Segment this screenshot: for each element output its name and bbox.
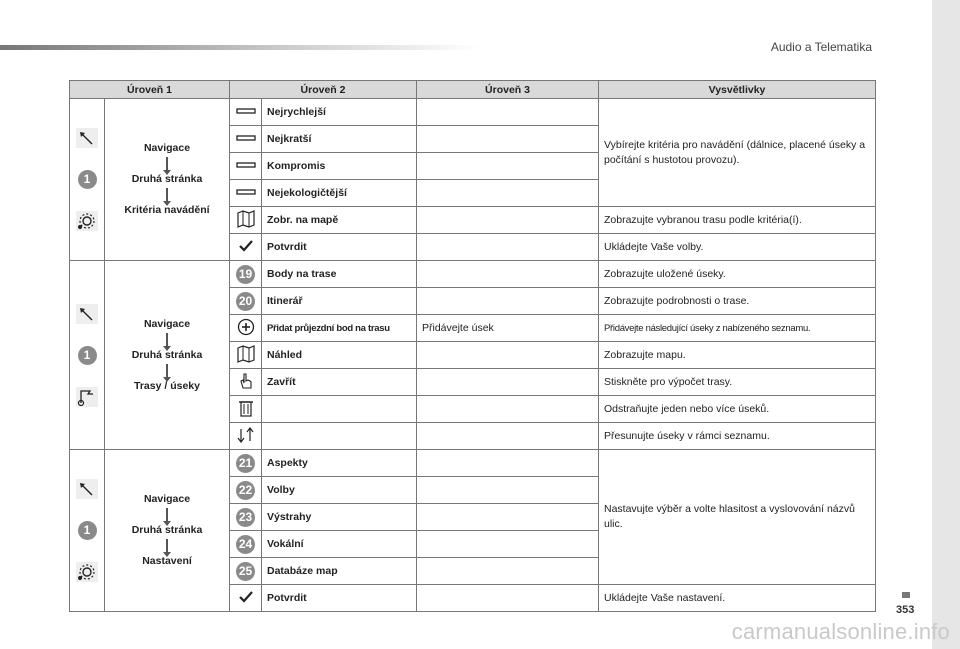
option-icon-cell — [230, 450, 262, 477]
page-number: 353 — [896, 604, 915, 616]
option-icon-cell — [230, 180, 262, 207]
option-icon-cell — [230, 369, 262, 396]
number-badge: 23 — [236, 508, 255, 527]
level3-label — [417, 180, 599, 207]
level2-label: Nejekologičtější — [262, 180, 417, 207]
menu-level-badge: 1 — [78, 521, 97, 540]
option-icon-cell — [230, 477, 262, 504]
option-icon-cell — [230, 288, 262, 315]
number-badge: 21 — [236, 454, 255, 473]
level3-label — [417, 585, 599, 612]
level1-label: Trasy / úseky — [134, 379, 200, 392]
level3-label — [417, 504, 599, 531]
option-icon-cell — [230, 396, 262, 423]
header-level3: Úroveň 3 — [417, 81, 599, 99]
level3-label — [417, 126, 599, 153]
down-arrow-icon — [166, 508, 168, 522]
number-badge: 19 — [236, 265, 255, 284]
level1-path — [105, 99, 230, 261]
level3-label — [417, 558, 599, 585]
number-badge: 22 — [236, 481, 255, 500]
description: Zobrazujte vybranou trasu podle kritéria(í). — [599, 207, 876, 234]
table-header-row — [70, 81, 876, 99]
option-icon-cell — [230, 234, 262, 261]
level2-label: Itinerář — [262, 288, 417, 315]
level1-path — [105, 450, 230, 612]
option-icon-cell — [230, 261, 262, 288]
level3-label: Přidávejte úsek — [417, 315, 599, 342]
road-icon — [236, 102, 256, 120]
level3-label — [417, 477, 599, 504]
option-icon-cell — [230, 315, 262, 342]
criteria-gear-icon — [76, 211, 98, 231]
description: Ukládejte Vaše nastavení. — [599, 585, 876, 612]
level2-label: Vokální — [262, 531, 417, 558]
header-level2: Úroveň 2 — [230, 81, 417, 99]
level3-label — [417, 153, 599, 180]
level3-label — [417, 396, 599, 423]
description: Přidávejte následující úseky z nabízeného seznamu. — [599, 315, 876, 342]
description: Nastavujte výběr a volte hlasitost a vyslovování názvů ulic. — [599, 450, 876, 585]
level2-label: Zavřít — [262, 369, 417, 396]
table-row — [70, 261, 876, 288]
option-icon-cell — [230, 207, 262, 234]
navigation-icon — [76, 304, 98, 324]
level1-icons — [70, 450, 105, 612]
option-icon-cell — [230, 342, 262, 369]
down-arrow-icon — [166, 364, 168, 378]
level1-icons — [70, 99, 105, 261]
level1-label: Druhá stránka — [131, 173, 203, 185]
option-icon-cell — [230, 99, 262, 126]
level2-label: Potvrdit — [262, 585, 417, 612]
side-strip — [932, 0, 960, 649]
level2-label: Potvrdit — [262, 234, 417, 261]
trash-icon — [236, 399, 256, 417]
level1-path — [105, 261, 230, 450]
level1-label: Navigace — [143, 142, 191, 154]
map-icon — [236, 210, 256, 228]
level1-label: Druhá stránka — [131, 524, 203, 536]
description: Stiskněte pro výpočet trasy. — [599, 369, 876, 396]
level2-label: Databáze map — [262, 558, 417, 585]
navigation-icon — [76, 479, 98, 499]
map-icon — [236, 345, 256, 363]
header-bar — [0, 45, 480, 50]
level3-label — [417, 369, 599, 396]
option-icon-cell — [230, 558, 262, 585]
level2-label: Nejrychlejší — [262, 99, 417, 126]
level3-label — [417, 288, 599, 315]
menu-level-badge: 1 — [78, 170, 97, 189]
level1-label: Navigace — [143, 493, 191, 505]
header-level1: Úroveň 1 — [70, 81, 230, 99]
section-title: Audio a Telematika — [770, 40, 872, 54]
description: Odstraňujte jeden nebo více úseků. — [599, 396, 876, 423]
down-arrow-icon — [166, 333, 168, 347]
hand-icon — [236, 372, 256, 390]
option-icon-cell — [230, 585, 262, 612]
level3-label — [417, 207, 599, 234]
description: Zobrazujte uložené úseky. — [599, 261, 876, 288]
plus-circle-icon — [236, 318, 256, 336]
level2-label: Aspekty — [262, 450, 417, 477]
navigation-icon — [76, 128, 98, 148]
check-icon — [236, 588, 256, 606]
level3-label — [417, 450, 599, 477]
option-icon-cell — [230, 153, 262, 180]
menu-level-badge: 1 — [78, 346, 97, 365]
level1-label: Druhá stránka — [131, 348, 203, 361]
level1-label: Kritéria navádění — [124, 204, 210, 216]
level1-icons — [70, 261, 105, 450]
road-icon — [236, 129, 256, 147]
level2-label: Body na trase — [262, 261, 417, 288]
level3-label — [417, 234, 599, 261]
description: Přesunujte úseky v rámci seznamu. — [599, 423, 876, 450]
down-arrow-icon — [166, 157, 168, 171]
road-icon — [236, 183, 256, 201]
road-icon — [236, 156, 256, 174]
table-row — [70, 99, 876, 126]
number-badge: 24 — [236, 535, 255, 554]
level2-label: Zobr. na mapě — [262, 207, 417, 234]
level1-label: Nastavení — [142, 555, 192, 567]
table-row — [70, 450, 876, 477]
navigation-table — [69, 80, 876, 612]
watermark: carmanualsonline.info — [731, 619, 950, 644]
level2-label — [262, 423, 417, 450]
level2-label: Kompromis — [262, 153, 417, 180]
level2-label: Nejkratší — [262, 126, 417, 153]
level2-label: Volby — [262, 477, 417, 504]
down-arrow-icon — [166, 539, 168, 553]
down-arrow-icon — [166, 188, 168, 202]
level3-label — [417, 423, 599, 450]
route-icon — [76, 387, 98, 407]
description: Ukládejte Vaše volby. — [599, 234, 876, 261]
level3-label — [417, 261, 599, 288]
header-notes: Vysvětlivky — [599, 81, 876, 99]
level2-label — [262, 396, 417, 423]
option-icon-cell — [230, 423, 262, 450]
level3-label — [417, 342, 599, 369]
level2-label: Výstrahy — [262, 504, 417, 531]
level3-label — [417, 531, 599, 558]
level1-label: Navigace — [143, 317, 191, 330]
description: Zobrazujte mapu. — [599, 342, 876, 369]
description: Vybírejte kritéria pro navádění (dálnice, placené úseky a počítání s hustotou provozu). — [599, 99, 876, 207]
move-icon — [236, 426, 256, 444]
option-icon-cell — [230, 504, 262, 531]
settings-gear-icon — [76, 562, 98, 582]
option-icon-cell — [230, 531, 262, 558]
description: Zobrazujte podrobnosti o trase. — [599, 288, 876, 315]
level2-label: Náhled — [262, 342, 417, 369]
number-badge: 25 — [236, 562, 255, 581]
level3-label — [417, 99, 599, 126]
level2-label: Přidat průjezdní bod na trasu — [262, 315, 417, 342]
next-page-arrow-icon — [902, 592, 910, 598]
check-icon — [236, 237, 256, 255]
option-icon-cell — [230, 126, 262, 153]
number-badge: 20 — [236, 292, 255, 311]
